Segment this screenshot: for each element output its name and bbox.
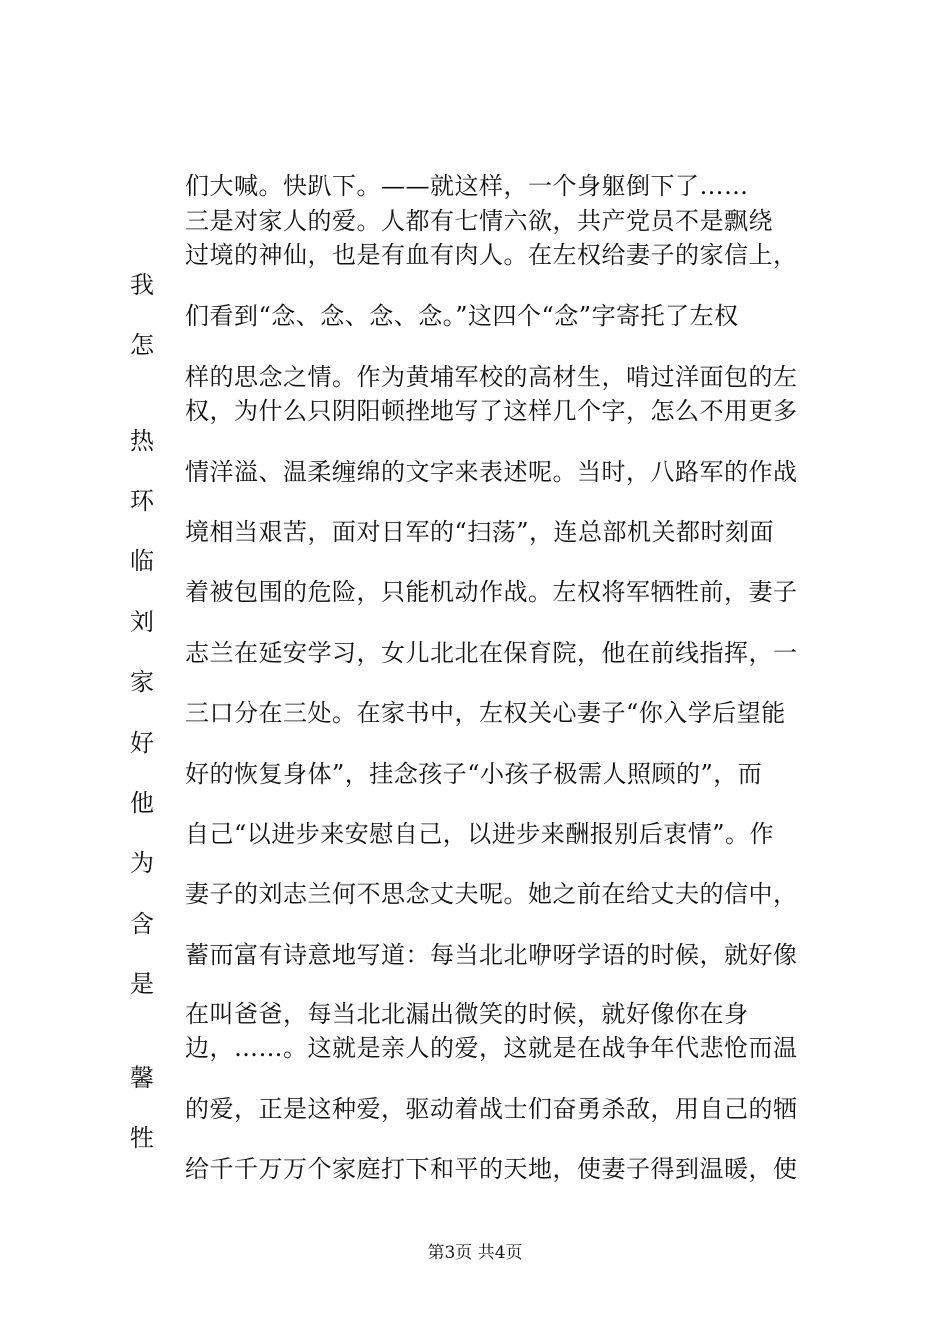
body-line: 情洋溢、温柔缠绵的文字来表述呢。当时，八路军的作战 xyxy=(185,458,798,486)
body-line: 在叫爸爸，每当北北漏出微笑的时候，就好像你在身 xyxy=(185,1000,749,1028)
margin-char: 为 xyxy=(130,849,154,877)
body-line: 好的恢复身体”，挂念孩子“小孩子极需人照顾的”，而 xyxy=(185,760,763,788)
margin-char: 是 xyxy=(130,970,154,998)
margin-char: 馨 xyxy=(130,1064,154,1092)
margin-char: 好 xyxy=(130,729,154,757)
body-line: 的爱，正是这种爱，驱动着战士们奋勇杀敌，用自己的牺 xyxy=(185,1095,798,1123)
body-line: 过境的神仙，也是有血有肉人。在左权给妻子的家信上， xyxy=(185,241,798,269)
body-line: 样的思念之情。作为黄埔军校的高材生，啃过洋面包的左 xyxy=(185,363,798,391)
body-line: 蓄而富有诗意地写道：每当北北咿呀学语的时候，就好像 xyxy=(185,941,798,969)
body-line: 边，……。这就是亲人的爱，这就是在战争年代悲怆而温 xyxy=(185,1034,798,1062)
margin-char: 牲 xyxy=(130,1124,154,1152)
body-line: 们看到“念、念、念、念。”这四个“念”字寄托了左权 xyxy=(185,302,739,330)
body-line: 着被包围的危险，只能机动作战。左权将军牺牲前，妻子 xyxy=(185,578,798,606)
margin-char: 临 xyxy=(130,547,154,575)
body-line: 给千千万万个家庭打下和平的天地，使妻子得到温暖，使 xyxy=(185,1155,798,1183)
body-line: 妻子的刘志兰何不思念丈夫呢。她之前在给丈夫的信中， xyxy=(185,880,798,908)
margin-char: 我 xyxy=(130,271,154,299)
body-line: 三口分在三处。在家书中，左权关心妻子“你入学后望能 xyxy=(185,699,786,727)
margin-char: 含 xyxy=(130,910,154,938)
margin-char: 家 xyxy=(130,668,154,696)
body-line: 境相当艰苦，面对日军的“扫荡”，连总部机关都时刻面 xyxy=(185,518,775,546)
margin-char: 怎 xyxy=(130,331,154,359)
margin-char: 热 xyxy=(130,427,154,455)
margin-char: 刘 xyxy=(130,608,154,636)
margin-char: 环 xyxy=(130,487,154,515)
margin-char: 他 xyxy=(130,789,154,817)
body-line: 志兰在延安学习，女儿北北在保育院，他在前线指挥，一 xyxy=(185,639,798,667)
body-line: 自己“以进步来安慰自己，以进步来酬报别后衷情”。作 xyxy=(185,820,775,848)
body-line: 权，为什么只阴阳顿挫地写了这样几个字，怎么不用更多 xyxy=(185,397,798,425)
page-number-footer: 第3页 共4页 xyxy=(427,1243,523,1263)
body-line: 们大喊。快趴下。——就这样，一个身躯倒下了…… xyxy=(185,172,749,200)
body-line: 三是对家人的爱。人都有七情六欲，共产党员不是飘绕 xyxy=(185,207,773,235)
